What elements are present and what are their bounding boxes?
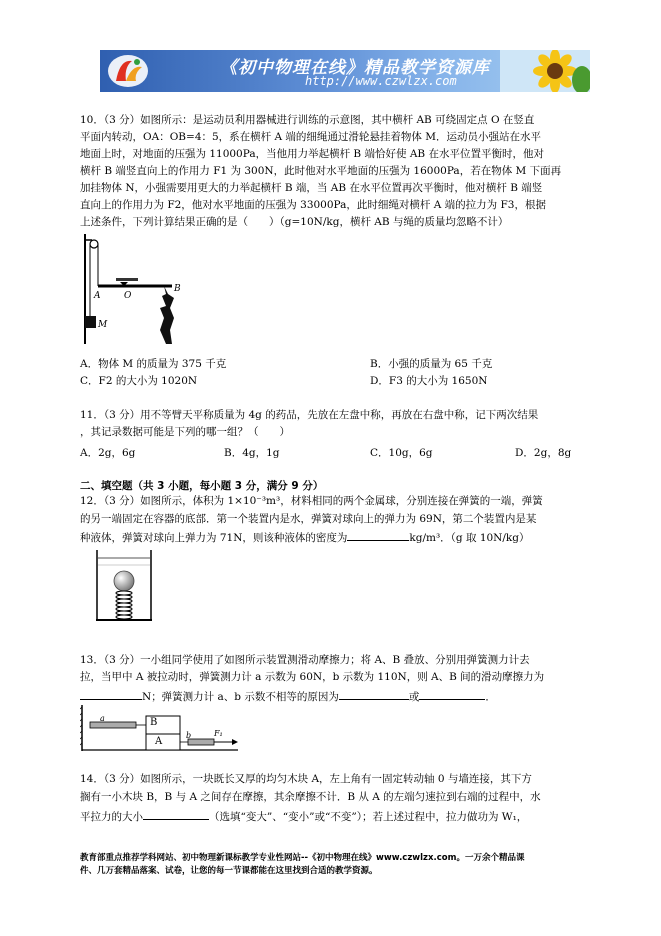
q14-line: 搁有一小木块 B，B 与 A 之间存在摩擦，其余摩擦不计．B 从 A 的左端匀速拉到右端的过程中，水 xyxy=(80,791,541,803)
q10-option-a: A．物体 M 的质量为 375 千克 xyxy=(80,358,227,370)
q10-line: 平面内转动，OA：OB=4：5，系在横杆 A 端的细绳通过滑轮悬挂着物体 M．运动员小强站在水平 xyxy=(80,131,542,143)
q10-option-b: B．小强的质量为 65 千克 xyxy=(370,358,493,370)
q10-label-a: A xyxy=(94,291,101,301)
q13-or: 或 xyxy=(408,691,420,703)
q11-option-a: A．2g，6g xyxy=(80,447,136,459)
q12-spring-container-figure xyxy=(95,550,153,622)
q12-answer-blank[interactable] xyxy=(347,529,409,541)
q10-label-m: M xyxy=(98,320,108,330)
q12-unit: kg/m³．（g 取 10N/kg） xyxy=(409,532,530,544)
q13-label-a: a xyxy=(100,714,105,723)
q13-line-3 xyxy=(80,688,496,704)
q13-line: 13．（3 分）一小组同学使用了如图所示装置测滑动摩擦力；将 A、B 叠放、分别用弹簧测力计去 xyxy=(80,654,530,666)
q10-line: 上述条件，下列计算结果正确的是（ ）（g=10N/kg，横杆 AB 与绳的质量均忽略不计） xyxy=(80,216,509,228)
q10-line: 直向上的作用力为 F2，他对水平地面的压强为 33000Pa，此时细绳对横杆 A 端的拉力为 F3，根据 xyxy=(80,199,546,211)
q11-line: 11．（3 分）用不等臂天平称质量为 4g 的药品，先放在左盘中称，再放在右盘中称，记下两次结果 xyxy=(80,409,539,421)
q10-line: 10．（3 分）如图所示：是运动员利用器械进行训练的示意图，其中横杆 AB 可绕固定点 O 在竖直 xyxy=(80,114,535,126)
q14-answer-blank[interactable] xyxy=(143,808,209,820)
page-footer xyxy=(80,852,600,878)
q13-line: 拉，当甲中 A 被拉动时，弹簧测力计 a 示数为 60N，b 示数为 110N，则 A、B 间的滑动摩擦力为 xyxy=(80,671,545,683)
q10-label-o: O xyxy=(124,291,132,301)
q12-line: 12．（3 分）如图所示，体积为 1×10⁻³m³，材料相同的两个金属球，分别连接在弹簧的一端，弹簧 xyxy=(80,495,543,507)
q12-line: 的另一端固定在容器的底部．第一个装置内是水，弹簧对球向上的弹力为 69N，第二个装置内是某 xyxy=(80,513,537,525)
q13-label-block-b: B xyxy=(150,717,158,728)
q12-text: 种液体，弹簧对球向上弹力为 71N，则该种液体的密度为 xyxy=(80,532,348,544)
q13-label-f1: F₁ xyxy=(214,729,223,738)
footer-line: 件、几万套精品落案、试卷，让您的每一节课都能在这里找到合适的教学资源。 xyxy=(80,866,378,876)
site-logo-icon xyxy=(106,53,150,89)
header-banner xyxy=(100,50,590,92)
sunflower-icon xyxy=(500,50,590,92)
q13-answer-blank-1[interactable] xyxy=(80,688,142,700)
q13-label-b: b xyxy=(186,731,192,740)
q13-answer-blank-3[interactable] xyxy=(419,688,485,700)
q13-label-block-a: A xyxy=(155,736,163,747)
q10-line: 地面上时，对地面的压强为 11000Pa，当他用力举起横杆 B 端恰好使 AB 在水平位置平衡时，他对 xyxy=(80,148,544,160)
q13-end: ． xyxy=(485,691,496,703)
banner-url: http://www.czwlzx.com xyxy=(305,74,457,88)
q11-option-b: B．4g，1g xyxy=(224,447,280,459)
q12-line-3 xyxy=(80,529,530,545)
q14-line-3 xyxy=(80,808,527,824)
q14-text: 平拉力的大小 xyxy=(80,811,143,823)
q13-answer-blank-2[interactable] xyxy=(339,688,409,700)
q11-option-c: C．10g，6g xyxy=(370,447,433,459)
q10-line: 横杆 B 端竖直向上的作用力 F1 为 300N，此时他对水平地面的压强为 16000Pa，若在物体 M 下面再 xyxy=(80,165,562,177)
q11-line: ，其记录数据可能是下列的哪一组？（ ） xyxy=(80,426,290,438)
q11-option-d: D．2g，8g xyxy=(515,447,572,459)
q10-line: 加挂物体 N，小强需要用更大的力举起横杆 B 端，当 AB 在水平位置再次平衡时，他对横杆 B 端竖 xyxy=(80,182,543,194)
banner-title: 《初中物理在线》精品教学资源库 xyxy=(220,58,490,78)
q10-label-b: B xyxy=(174,284,181,294)
section-heading: 二、填空题（共 3 小题，每小题 3 分，满分 9 分） xyxy=(80,480,324,492)
q14-text-2: （选填“变大”、“变小”或“不变”）；若上述过程中，拉力做功为 W₁， xyxy=(209,811,528,823)
q14-line: 14．（3 分）如图所示，一块既长又厚的均匀木块 A，左上角有一固定转动轴 0 与墙连接，其下方 xyxy=(80,773,532,785)
q10-option-c: C．F2 的大小为 1020N xyxy=(80,375,198,387)
footer-line: 教育部重点推荐学科网站、初中物理新课标教学专业性网站--《初中物理在线》www.czwlzx.com。一万余个精品课 xyxy=(80,853,525,863)
q10-option-d: D．F3 的大小为 1650N xyxy=(370,375,488,387)
q13-text: N；弹簧测力计 a、b 示数不相等的原因为 xyxy=(142,691,339,703)
